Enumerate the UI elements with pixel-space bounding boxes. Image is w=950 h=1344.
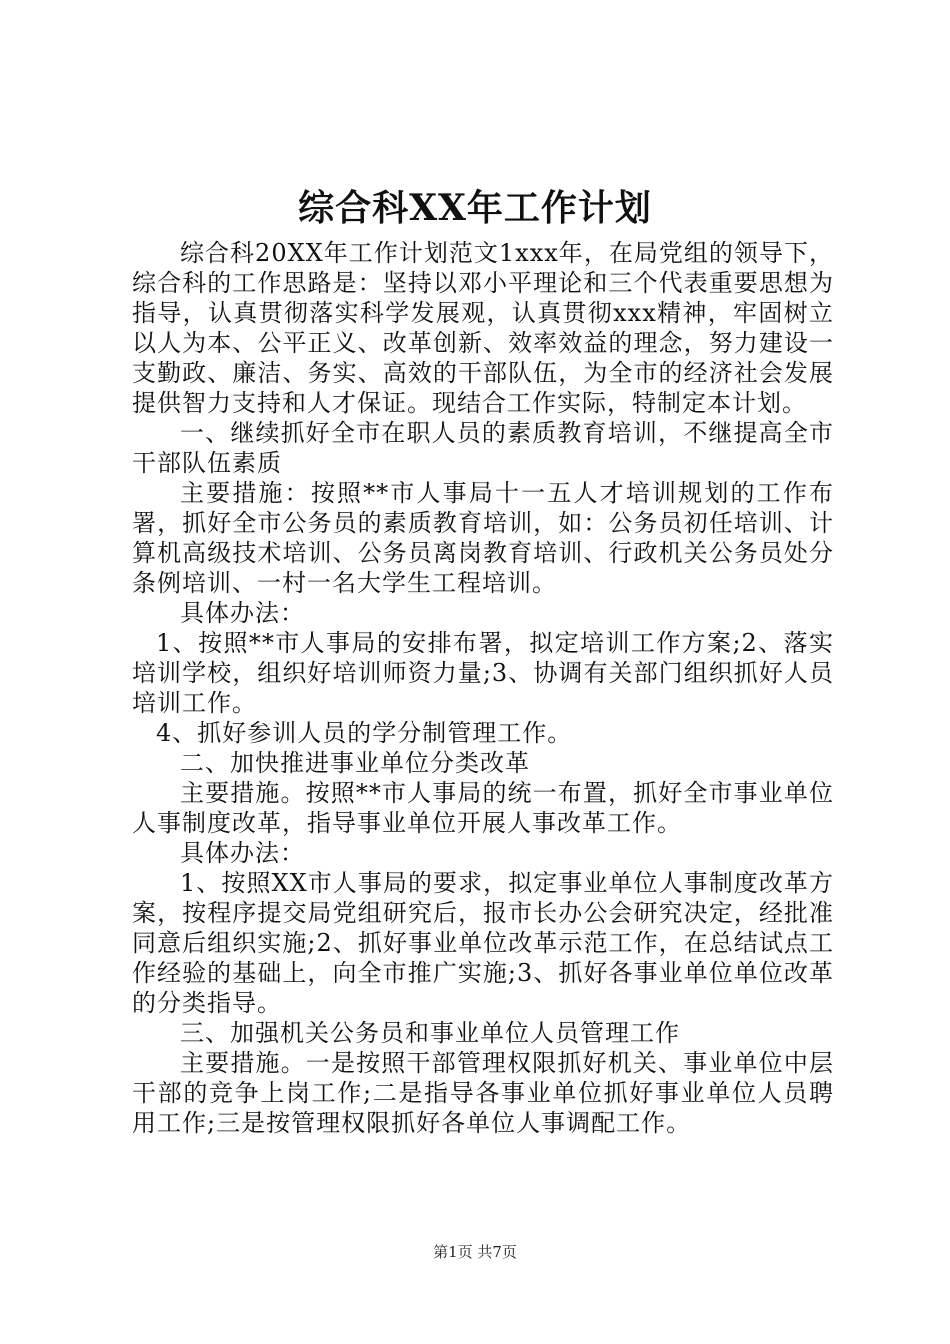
document-title: 综合科XX年工作计划: [298, 187, 652, 229]
paragraph-measures-1: 主要措施：按照**市人事局十一五人才培训规划的工作布署，抓好全市公务员的素质教育培训，如：公务员初任培训、计算机高级技术培训、公务员离岗教育培训、行政机关公务员处分条例培训、一村一名大学生工程培训。: [132, 479, 834, 597]
section-heading-3: 三、加强机关公务员和事业单位人员管理工作: [180, 1019, 680, 1047]
paragraph-methods-1: 1、按照**市人事局的安排布署，拟定培训工作方案;2、落实培训学校，组织好培训师资力量;3、协调有关部门组织抓好人员培训工作。: [132, 629, 834, 717]
paragraph-measures-2: 主要措施。按照**市人事局的统一布置，抓好全市事业单位人事制度改革，指导事业单位开展人事改革工作。: [132, 779, 834, 837]
paragraph-methods-1b: 4、抓好参训人员的学分制管理工作。: [156, 719, 573, 747]
section-heading-1: 一、继续抓好全市在职人员的素质教育培训，不继提高全市干部队伍素质: [132, 419, 834, 477]
paragraph-intro: 综合科20XX年工作计划范文1xxx年，在局党组的领导下，综合科的工作思路是：坚持以邓小平理论和三个代表重要思想为指导，认真贯彻落实科学发展观，认真贯彻xxx精神，牢固树立以人为本、公平正义、改革创新、效率效益的理念，努力建设一支勤政、廉洁、务实、高效的干部队伍，为全市的经济社会发展提供智力支持和人才保证。现结合工作实际，特制定本计划。: [132, 239, 834, 417]
paragraph-methods-label-1: 具体办法：: [180, 599, 305, 627]
page-footer: 第1页 共7页: [433, 1243, 517, 1261]
paragraph-methods-2: 1、按照XX市人事局的要求，拟定事业单位人事制度改革方案，按程序提交局党组研究后，报市长办公会研究决定，经批准同意后组织实施;2、抓好事业单位改革示范工作，在总结试点工作经验的基础上，向全市推广实施;3、抓好各事业单位单位改革的分类指导。: [132, 869, 834, 1017]
paragraph-methods-label-2: 具体办法：: [180, 839, 305, 867]
paragraph-measures-3: 主要措施。一是按照干部管理权限抓好机关、事业单位中层干部的竞争上岗工作;二是指导各事业单位抓好事业单位人员聘用工作;三是按管理权限抓好各单位人事调配工作。: [132, 1049, 834, 1137]
section-heading-2: 二、加快推进事业单位分类改革: [180, 749, 530, 777]
document-body: [132, 238, 834, 1138]
